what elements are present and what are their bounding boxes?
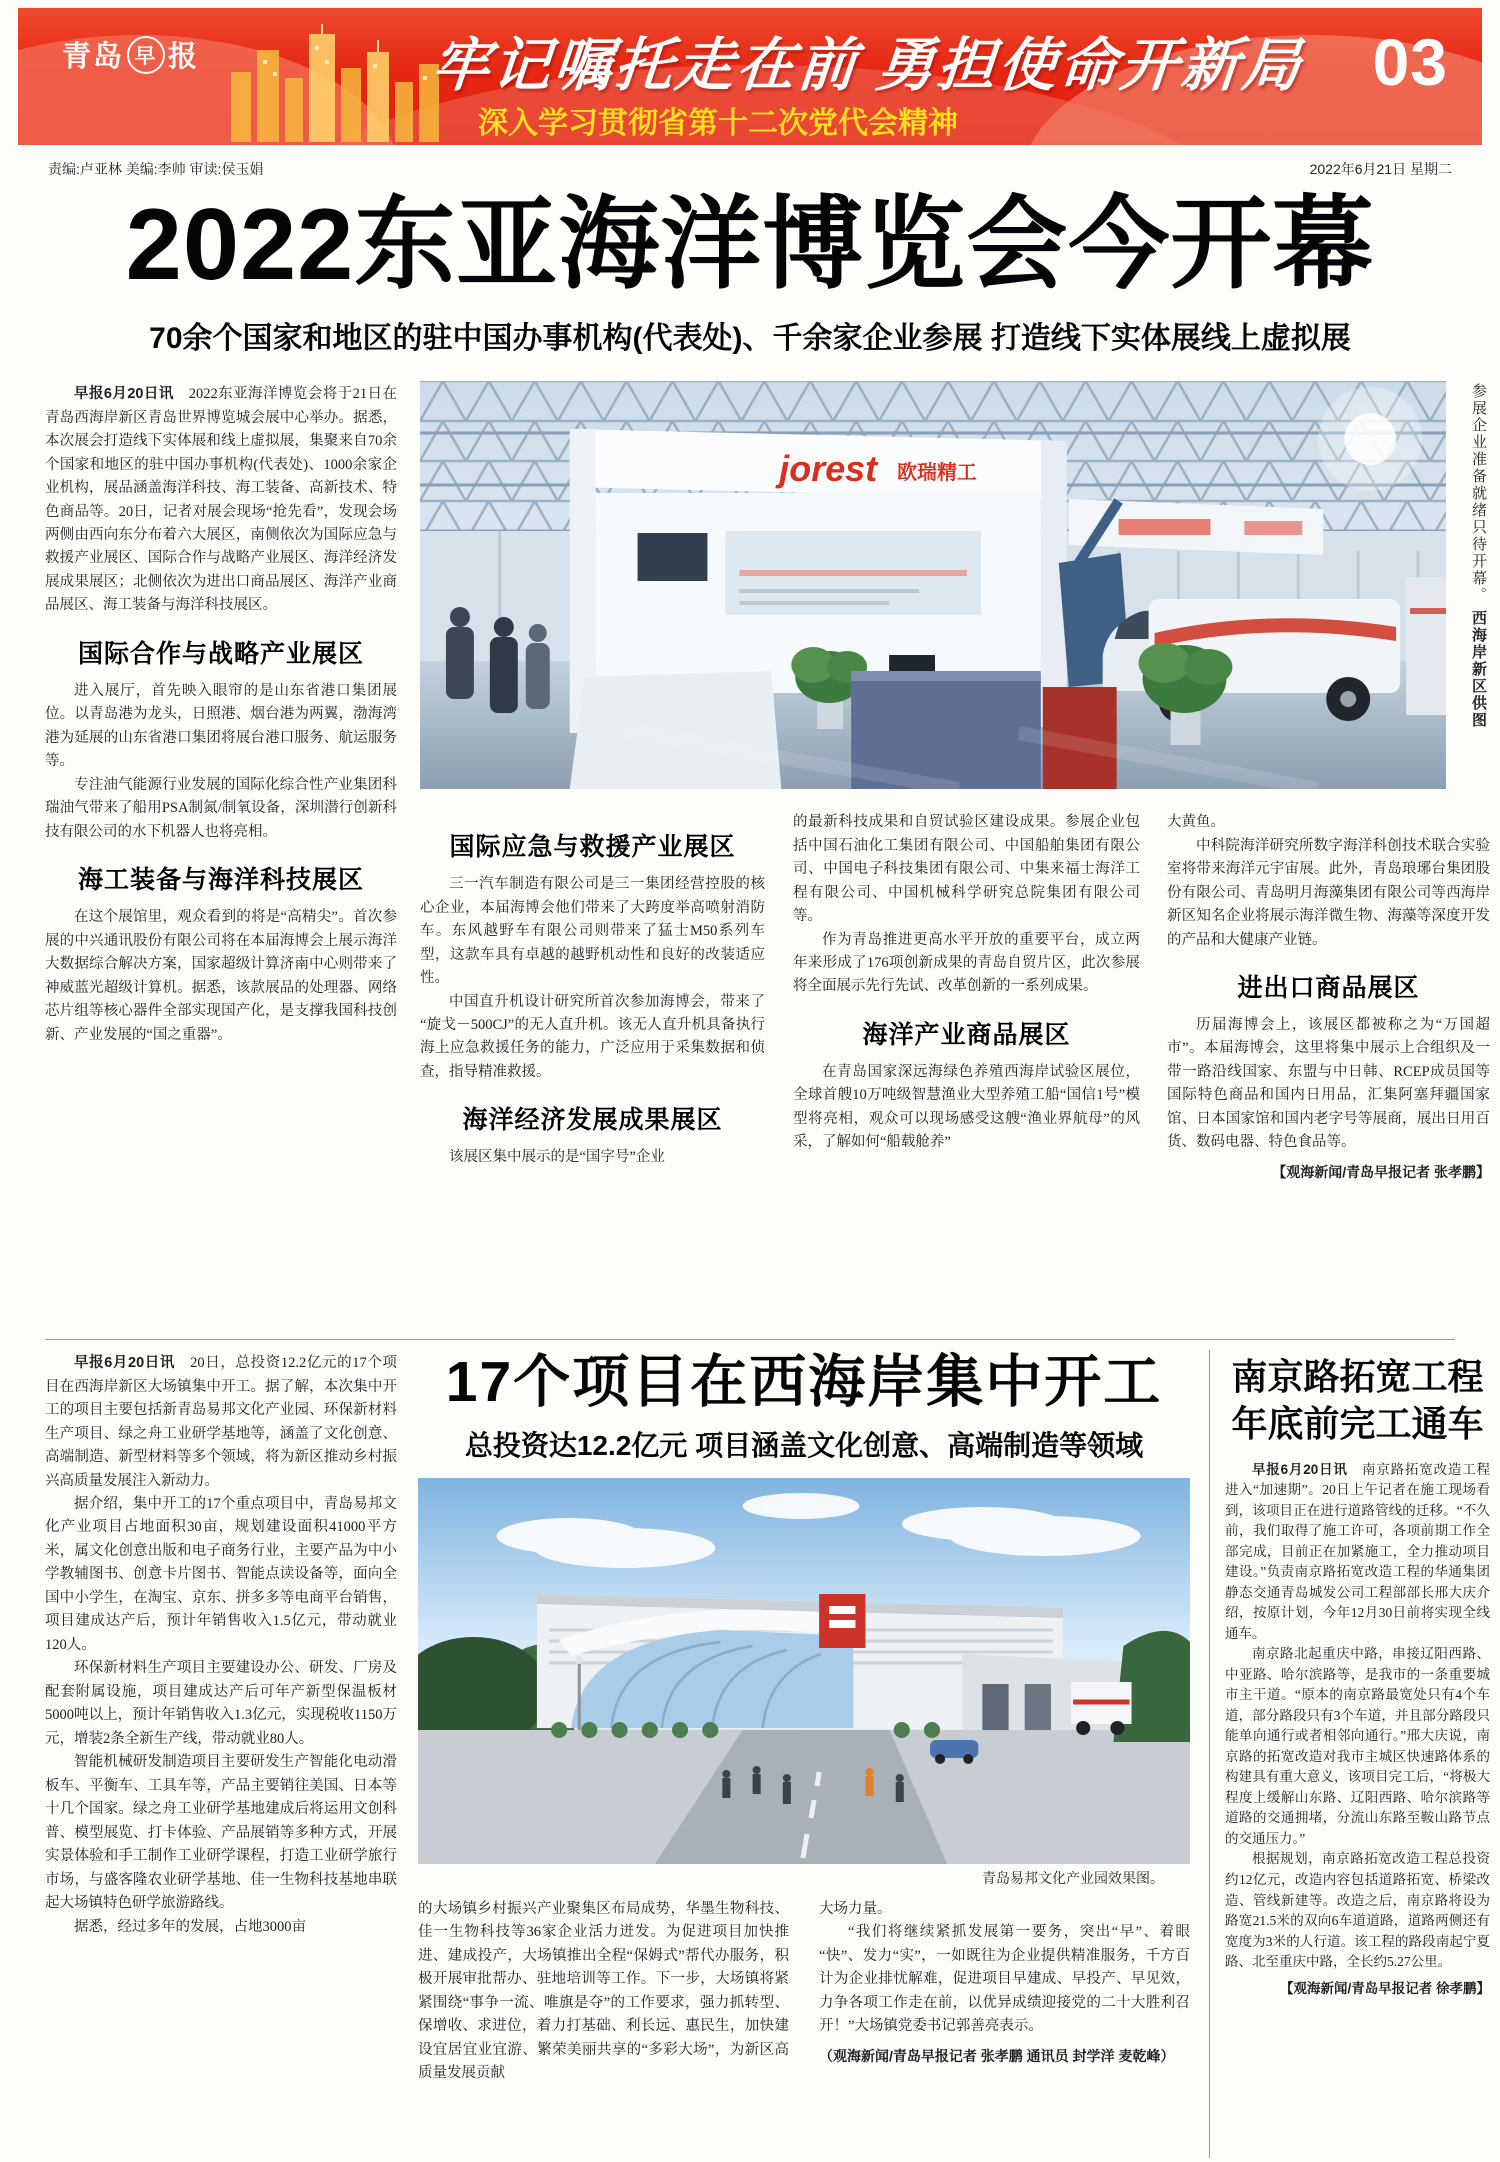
banner-sub-slogan: 深入学习贯彻省第十二次党代会精神	[478, 107, 958, 140]
section-heading: 进出口商品展区	[1237, 973, 1420, 1002]
newspaper-logo	[62, 34, 199, 75]
nanjing-road-article	[1209, 1350, 1490, 2158]
body-paragraph: 南京路北起重庆中路，串接辽阳西路、中亚路、哈尔滨路等，是我市的一条重要城市主干道。“原本的南京路最宽处只有4个车道，部分路段只有3个车道，并且部分路段只能单向通行或者相邻向通行。”邢大庆说，南京路的拓宽改造对我市主城区快速路体系的构建具有重大意义，该项目完工后，“将极大程度上缓解山东路、辽阳西路、哈尔滨路等道路的交通拥堵，分流山东路至鞍山路节点的交通压力。”	[1225, 1646, 1490, 1846]
reporter-credit: 【观海新闻/青岛早报记者 张孝鹏】	[1272, 1163, 1490, 1180]
booth-logo-text: jorest	[779, 448, 878, 490]
nanjing-headline-line1: 南京路拓宽工程	[1231, 1356, 1484, 1398]
body-paragraph: 据介绍，集中开工的17个重点项目中，青岛易邦文化产业项目占地面积30亩，规划建设面积41000平方米，属文化创意出版和电子商务行业，主要产品为中小学教辅图书、创意卡片图书、智能点读设备等，面向全国中小学生，在淘宝、京东、拼多多等电商平台销售，项目建成达产后，预计年销售收入1.5亿元，带动就业120人。	[45, 1495, 397, 1653]
body-paragraph: 智能机械研发制造项目主要研发生产智能化电动滑板车、平衡车、工具车等，产品主要销往美国、日本等十几个国家。绿之舟工业研学基地建成后将运用文创科普、模型展览、打卡体验、产品展销等多种方式，开展实景体验和手工制作工业研学课程，打造工业研学旅行市场，与盛客隆农业研学基地、佳一生物科技基地串联起大场镇特色研学旅游路线。	[45, 1754, 397, 1912]
body-paragraph: 的最新科技成果和自贸试验区建设成果。参展企业包括中国石油化工集团有限公司、中国船舶集团有限公司、中国电子科技集团有限公司、中集来福士海洋工程有限公司、中国机械科学研究总院集团有限公司等。	[793, 814, 1140, 925]
nanjing-headline	[1225, 1354, 1490, 1448]
nanjing-headline-line2: 年底前完工通车	[1231, 1402, 1484, 1444]
body-paragraph: 的大场镇乡村振兴产业聚集区布局成势，华墨生物科技、佳一生物科技等36家企业活力迸发。为促进项目加快推进、建成投产，大场镇推出全程“保姆式”帮代办服务，积极开展审批帮办、驻地培训等工作。下一步，大场镇将紧紧围绕“事争一流、唯旗是夺”的工作要求，强力抓转型、保增收、求进位，着力打基础、利长远、惠民生，加快建设宜居宜业宜游、繁荣美丽共享的“多彩大场”，为新区高质量发展贡献	[418, 1900, 789, 2082]
body-paragraph: 中科院海洋研究所数字海洋科创技术联合实验室将带来海洋元宇宙展。此外，青岛琅琊台集团股份有限公司、青岛明月海藻集团有限公司等西海岸新区知名企业将展示海洋微生物、海藻等深度开发的产品和大健康产业链。	[1167, 837, 1490, 948]
logo-sun-icon: 早	[127, 36, 165, 74]
body-paragraph: 早报6月20日讯 南京路拓宽改造工程进入“加速期”。20日上午记者在施工现场看到，该项目正在进行道路管线的迁移。“不久前，我们取得了施工许可，各项前期工作全部完成，目前正在加紧施工，全力推动项目建设。”负责南京路拓宽改造工程的华通集团静态交通青岛城发公司工程部部长邢大庆介绍，按原计划，今年12月30日前将实现全线通车。	[1225, 1461, 1490, 1641]
projects-column-3	[819, 1898, 1190, 2158]
section-heading: 海洋经济发展成果展区	[462, 1106, 723, 1135]
section-heading: 国际应急与救援产业展区	[449, 833, 736, 862]
body-paragraph: 在这个展馆里，观众看到的将是“高精尖”。首次参展的中兴通讯股份有限公司将在本届海博会上展示海洋大数据综合解决方案，国家超级计算济南中心则带来了神威蓝光超级计算机。据悉，该款展品的处理器、网络芯片组等核心器件全部实现国产化，是支撑我国科技创新、产业发展的“国之重器”。	[45, 909, 397, 1043]
caption-credit: 西海岸新区供图	[1470, 609, 1486, 729]
body-paragraph: 大场力量。	[819, 1900, 892, 1917]
body-paragraph: 环保新材料生产项目主要建设办公、研发、厂房及配套附属设施，项目建成达产后可年产新型保温板材5000吨以上，预计年销售收入1.3亿元，实现税收1150万元，增装2条全新生产线，带动就业80人。	[45, 1660, 397, 1747]
body-paragraph: 作为青岛推进更高水平开放的重要平台，成立两年来形成了176项创新成果的青岛自贸片区，此次参展将全面展示先行先试、改革创新的一系列成果。	[793, 931, 1140, 995]
projects-column-1	[45, 1352, 397, 2158]
body-paragraph: 早报6月20日讯 2022东亚海洋博览会将于21日在青岛西海岸新区青岛世界博览城会展中心举办。据悉，本次展会打造线下实体展和线上虚拟展，集聚来自70余个国家和地区的驻中国办事机构(代表处)、1000余家企业机构，展品涵盖海洋科技、海工装备、高新技术、特色商品等。20日，记者对展会现场“抢先看”，发现会场两侧由西向东分布着六大展区，南侧依次为国际应急与救援产业展区、国际合作与战略产业展区、海洋经济发展成果展区；北侧依次为进出口商品展区、海洋产业商品展区、海工装备与海洋科技展区。	[45, 386, 397, 614]
hall-light-glare	[1344, 413, 1396, 465]
lead-article-body	[45, 381, 1490, 1323]
reception-counter	[570, 671, 782, 789]
page-number: 03	[1372, 25, 1448, 99]
dateline: 早报6月20日讯	[74, 1355, 191, 1372]
projects-headline: 17个项目在西海岸集中开工	[445, 1350, 1163, 1415]
lead-column-2	[420, 811, 765, 1323]
projects-article	[418, 1350, 1190, 2158]
booth-logo-subtext: 欧瑞精工	[897, 462, 977, 485]
dateline: 早报6月20日讯	[1252, 1461, 1363, 1477]
nanjing-body	[1225, 1460, 1490, 1999]
lead-column-3	[793, 811, 1140, 1323]
banner-slogan: 牢记嘱托走在前 勇担使命开新局	[428, 33, 1307, 98]
lead-column-4	[1167, 811, 1490, 1323]
booth-screen	[638, 533, 708, 581]
projects-photo-caption: 青岛易邦文化产业园效果图。	[982, 1871, 1164, 1887]
body-paragraph: 该展区集中展示的是“国字号”企业	[449, 1149, 665, 1166]
issue-date: 2022年6月21日 星期二	[1309, 161, 1452, 177]
top-banner	[18, 8, 1482, 145]
reporter-credit: （观海新闻/青岛早报记者 张孝鹏 通讯员 封学洋 麦乾峰）	[819, 2047, 1175, 2064]
body-paragraph: 早报6月20日讯 20日，总投资12.2亿元的17个项目在西海岸新区大场镇集中开工。据了解，本次集中开工的项目主要包括新青岛易邦文化产业园、环保新材料生产项目、绿之舟工业研学基地等，涵盖了文化创意、高端制造、新型材料等多个领域，将为新区推动乡村振兴高质量发展注入新动力。	[45, 1355, 397, 1489]
lead-headline: 2022东亚海洋博览会今开幕	[125, 189, 1375, 301]
projects-lower-columns	[418, 1898, 1190, 2158]
body-paragraph: 三一汽车制造有限公司是三一集团经营控股的核心企业，本届海博会他们带来了大跨度举高喷射消防车。东风越野车有限公司则带来了猛士M50系列车型，这款车具有卓越的越野机动性和良好的改装适应性。	[420, 876, 765, 987]
lead-photo-caption	[1453, 383, 1489, 789]
dateline: 早报6月20日讯	[74, 386, 189, 403]
lead-photo	[420, 381, 1446, 789]
lead-column-1	[45, 383, 397, 1321]
industrial-park-rendering	[418, 1478, 1190, 1864]
body-paragraph: 进入展厅，首先映入眼帘的是山东省港口集团展位。以青岛港为龙头，日照港、烟台港为两翼，渤海湾港为延展的山东省港口集团将展台港口服务、航运服务等。	[45, 682, 397, 770]
body-paragraph: 根据规划，南京路拓宽改造工程总投资约12亿元，改造内容包括道路拓宽、桥梁改造、管线新建等。改造之后，南京路将设为路宽21.5米的双向6车道道路，道路两侧还有宽度为3米的人行道。该工程的路段南起宁夏路、北至重庆中路，全长约5.27公里。	[1225, 1851, 1490, 1970]
lead-subheadline: 70余个国家和地区的驻中国办事机构(代表处)、千余家企业参展 打造线下实体展线上虚拟展	[149, 322, 1351, 356]
body-paragraph: 据悉，经过多年的发展，占地3000亩	[74, 1918, 306, 1935]
logo-text-right: 报	[168, 41, 200, 73]
body-paragraph: “我们将继续紧抓发展第一要务，突出“早”、着眼“快”、发力“实”，一如既往为企业提供精准服务，千方百计为企业排忧解难，促进项目早建成、早投产、早见效，力争各项工作走在前，以优异成绩迎接党的二十大胜利召开！”大场镇党委书记郭善亮表示。	[819, 1924, 1190, 2035]
projects-column-2	[418, 1898, 789, 2158]
body-paragraph: 专注油气能源行业发展的国际化综合性产业集团科瑞油气带来了船用PSA制氮/制氧设备，深圳潜行创新科技有限公司的水下机器人也将亮相。	[45, 776, 397, 840]
masthead-meta-row	[0, 145, 1500, 179]
main-building	[537, 1594, 1126, 1730]
editor-credits: 责编:卢亚林 美编:李帅 审读:侯玉娟	[48, 161, 264, 177]
section-heading: 海工装备与海洋科技展区	[77, 866, 364, 895]
section-heading: 海洋产业商品展区	[862, 1020, 1071, 1049]
body-paragraph: 中国直升机设计研究所首次参加海博会，带来了“旋戈－500CJ”的无人直升机。该无人直升机具备执行海上应急救援任务的能力，广泛应用于采集数据和侦查，指导精准救援。	[420, 993, 765, 1080]
exhibition-hall-illustration	[420, 381, 1446, 789]
reporter-credit: 【观海新闻/青岛早报记者 徐孝鹏】	[1279, 1980, 1490, 1996]
body-paragraph: 在青岛国家深远海绿色养殖西海岸试验区展位，全球首艘10万吨级智慧渔业大型养殖工船“国信1号”模型将亮相，观众可以现场感受这艘“渔业界航母”的风采，了解如何“船载舱养”	[793, 1063, 1140, 1151]
bottom-section	[45, 1350, 1490, 2158]
logo-text-left: 青岛	[62, 41, 125, 73]
projects-subheadline: 总投资达12.2亿元 项目涵盖文化创意、高端制造等领域	[464, 1429, 1144, 1461]
body-paragraph: 大黄鱼。	[1167, 814, 1225, 831]
caption-text: 参展企业准备就绪只待开幕。	[1470, 383, 1486, 605]
section-divider	[45, 1339, 1455, 1340]
section-heading: 国际合作与战略产业展区	[77, 639, 364, 668]
projects-photo	[418, 1478, 1190, 1864]
body-paragraph: 历届海博会上，该展区都被称之为“万国超市”。本届海博会，这里将集中展示上合组织及一带一路沿线国家、东盟与中日韩、RCEP成员国等国际特色商品和国内日用品，汇集阿塞拜疆国家馆、日本国家馆和国内老字号等展商，展出日用百货、数码电器、特色食品等。	[1167, 1016, 1490, 1151]
